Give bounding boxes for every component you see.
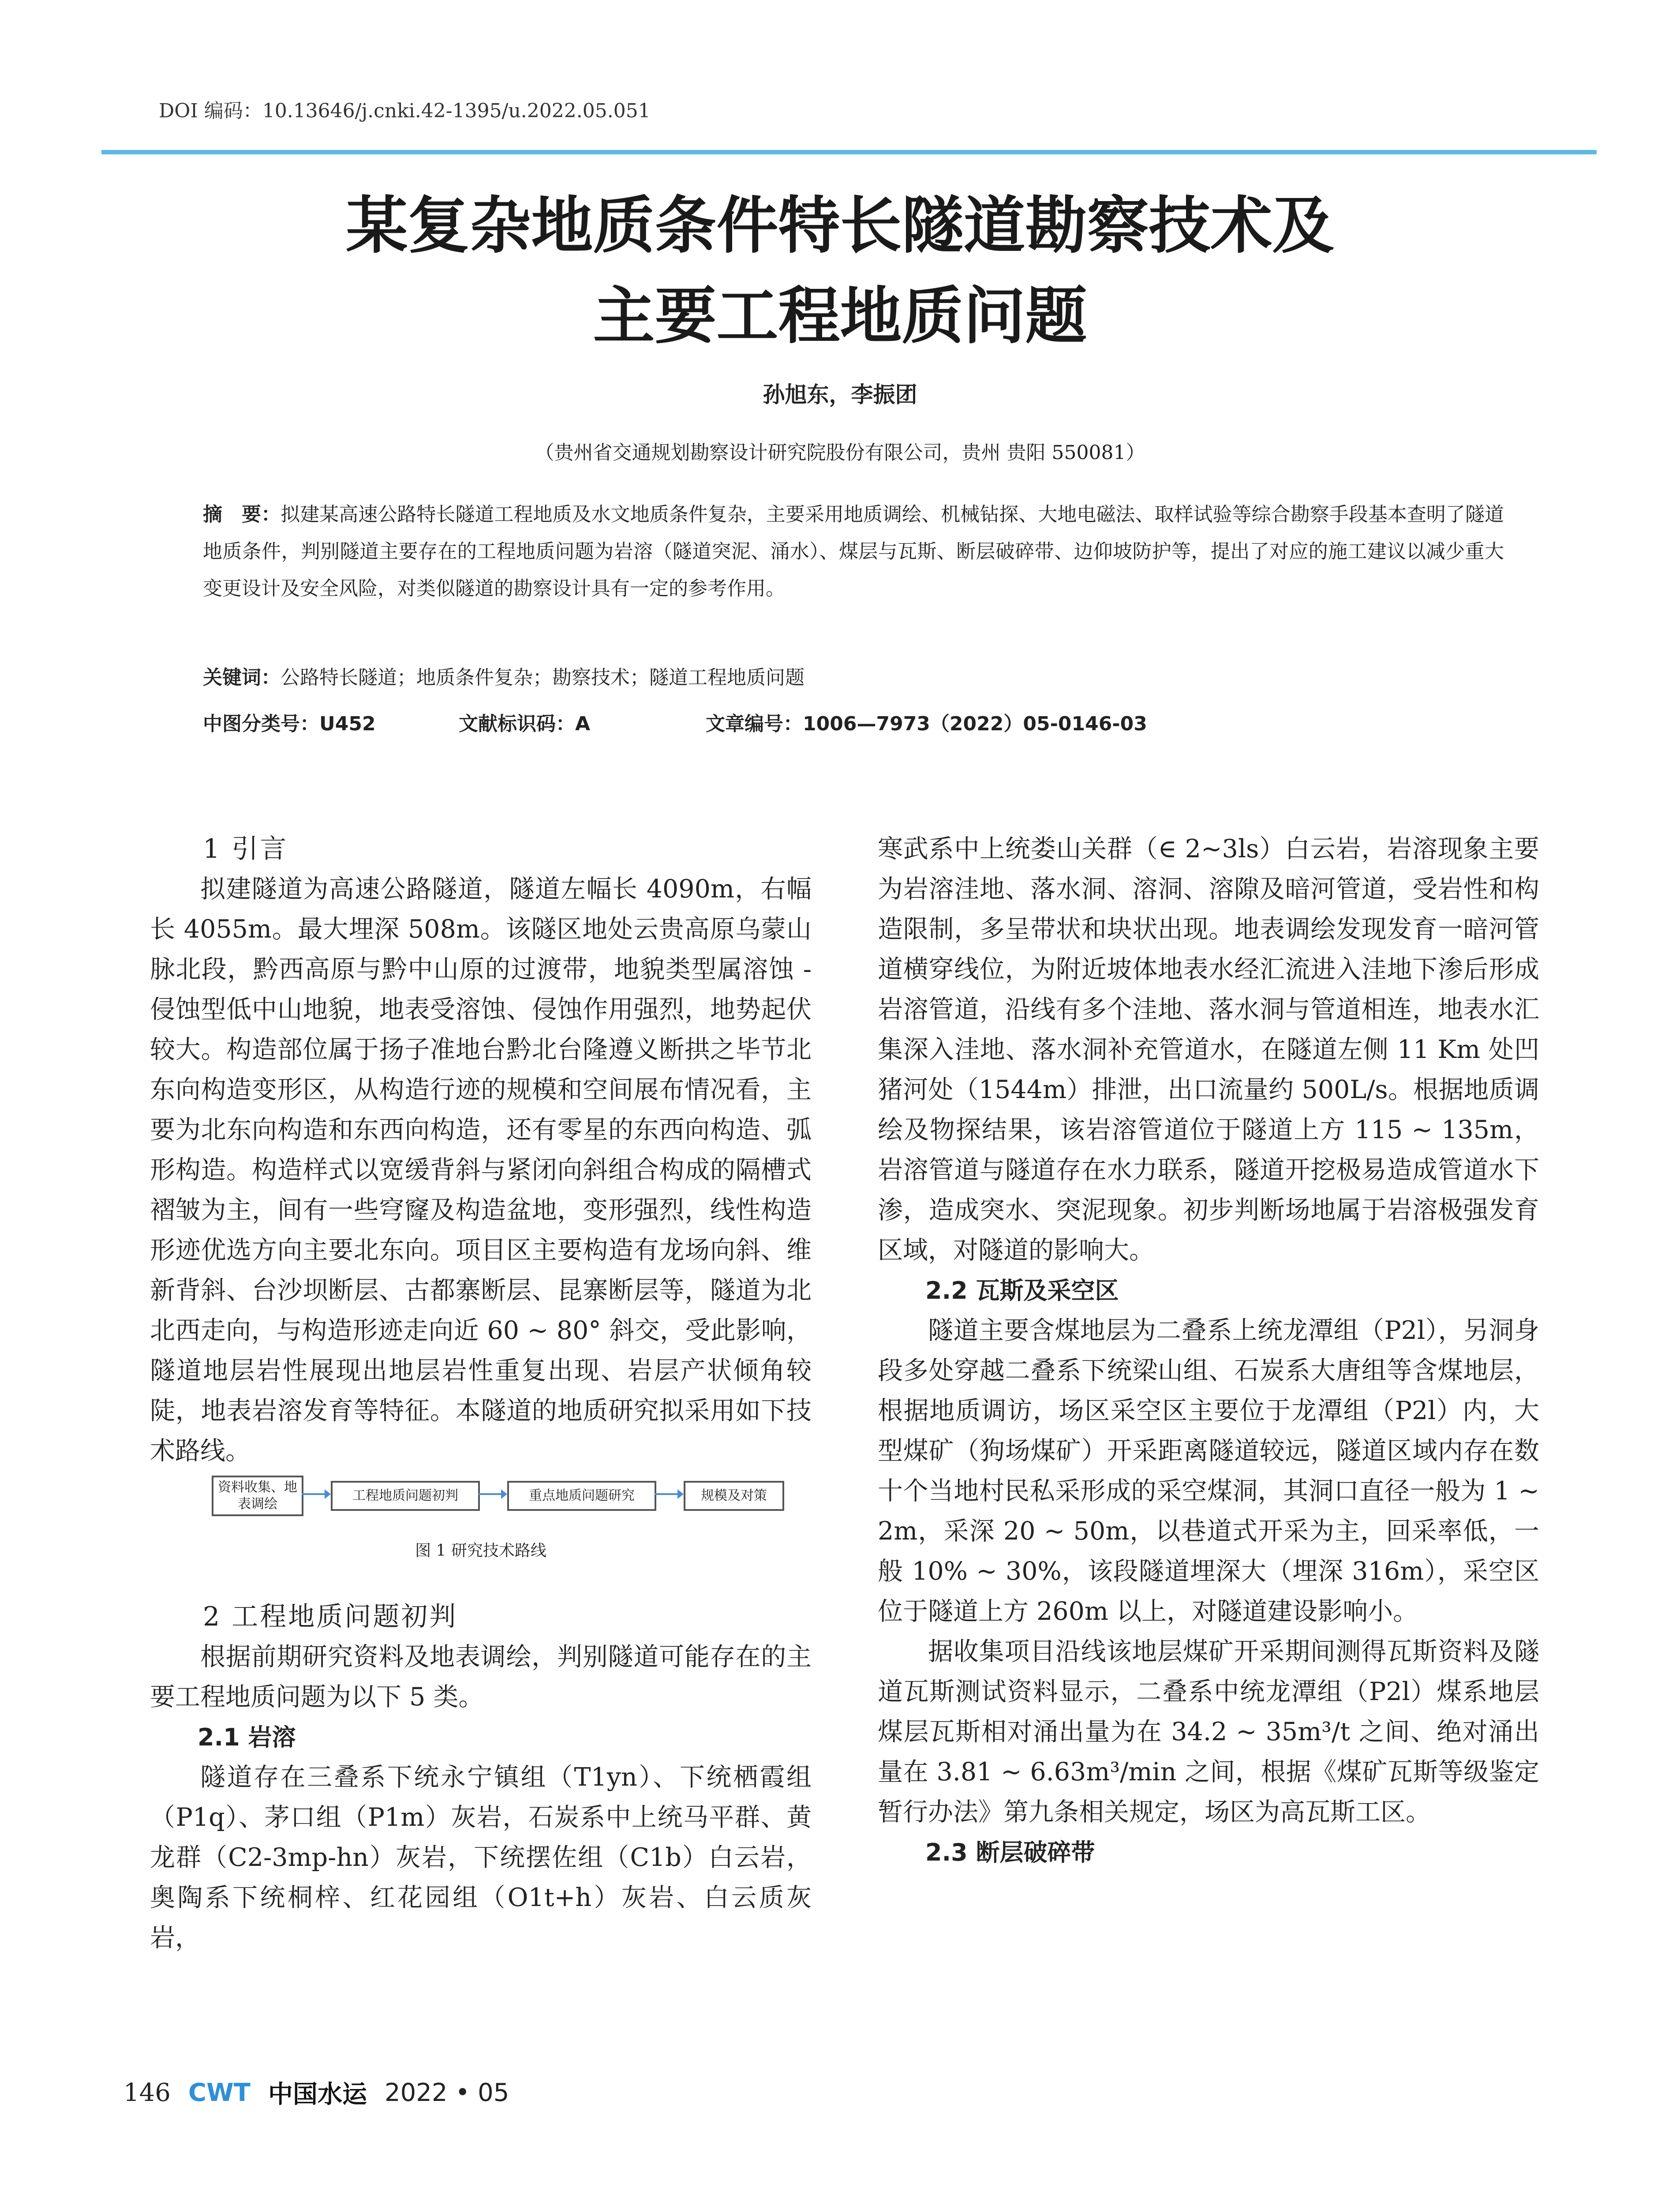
section-1-heading: 1 引言 (203, 833, 288, 864)
keywords-text: 公路特长隧道；地质条件复杂；勘察技术；隧道工程地质问题 (281, 666, 804, 689)
flow-arrow-1 (302, 1493, 327, 1495)
section-2-paragraph: 根据前期研究资料及地表调绘，判别隧道可能存在的主要工程地质问题为以下 5 类。 (150, 1642, 812, 1712)
section-2-heading: 2 工程地质问题初判 (203, 1601, 458, 1632)
section-1-paragraph: 拟建隧道为高速公路隧道，隧道左幅长 4090m，右幅长 4055m。最大埋深 508m。该隧区地处云贵高原乌蒙山脉北段，黔西高原与黔中山原的过渡带，地貌类型属溶蚀 - 侵蚀型低中山地貌，地表受溶蚀、侵蚀作用强烈，地势起伏较大。构造部位属于扬子准地台黔北台隆遵义断拱之毕节北东向构造变形区，从构造行迹的规模和空间展布情况看，主要为北东向构造和东西向构造，还有零星的东西向构造、弧形构造。构造样式以宽缓背斜与紧闭向斜组合构成的隔槽式褶皱为主，间有一些穹窿及构造盆地，变形强烈，线性构造形迹优选方向主要北东向。项目区主要构造有龙场向斜、维新背斜、台沙坝断层、古都寨断层、昆寨断层等，隧道为北北西走向，与构造形迹走向近 60 ~ 80° 斜交，受此影响，隧道地层岩性展现出地层岩性重复出现、岩层产状倾角较陡，地表岩溶发育等特征。本隧道的地质研究拟采用如下技术路线。 (150, 875, 812, 1465)
abstract-block (203, 496, 1504, 607)
page-number: 146 (123, 2078, 171, 2107)
paper-title (0, 181, 1680, 362)
article-number: 文章编号：1006—7973（2022）05-0146-03 (706, 713, 1147, 735)
document-code: 文献标识码：A (459, 713, 591, 735)
flow-arrow-3 (655, 1493, 680, 1495)
keywords-block (203, 659, 1504, 696)
figure-1-caption: 图 1 研究技术路线 (415, 1542, 546, 1560)
section-2-2-heading: 2.2 瓦斯及采空区 (925, 1277, 1119, 1304)
section-2-1-paragraph-cont: 寒武系中上统娄山关群（∈ 2~3ls）白云岩，岩溶现象主要为岩溶洼地、落水洞、溶洞、溶隙及暗河管道，受岩性和构造限制，多呈带状和块状出现。地表调绘发现发育一暗河管道横穿线位，为附近坡体地表水经汇流进入洼地下渗后形成岩溶管道，沿线有多个洼地、落水洞与管道相连，地表水汇集深入洼地、落水洞补充管道水，在隧道左侧 11 Km 处凹猪河处（1544m）排泄，出口流量约 500L/s。根据地质调绘及物探结果，该岩溶管道位于隧道上方 115 ~ 135m，岩溶管道与隧道存在水力联系，隧道开挖极易造成管道水下渗，造成突水、突泥现象。初步判断场地属于岩溶极强发育区域，对隧道的影响大。 (878, 834, 1539, 1265)
flow-box-key-problems: 重点地质问题研究 (507, 1481, 656, 1511)
affiliation: （贵州省交通规划勘察设计研究院股份有限公司，贵州 贵阳 550081） (535, 441, 1145, 464)
section-2-1-paragraph-start: 隧道存在三叠系下统永宁镇组（T1yn）、下统栖霞组（P1q）、茅口组（P1m）灰岩，石炭系中上统马平群、黄龙群（C2-3mp-hn）灰岩，下统摆佐组（C1b）白云岩，奥陶系下统桐梓、红花园组（O1t+h）灰岩、白云质灰岩， (150, 1763, 812, 1952)
cwt-logo: CWT (188, 2078, 251, 2107)
page-footer (123, 2075, 509, 2110)
title-line-2: 主要工程地质问题 (593, 280, 1087, 352)
right-column (878, 829, 1539, 1872)
left-column (150, 829, 812, 1958)
classification-line (203, 706, 1504, 743)
clc-number: 中图分类号：U452 (203, 713, 376, 735)
flow-box-scale-measures: 规模及对策 (684, 1481, 784, 1511)
journal-name: 中国水运 (268, 2080, 367, 2109)
title-line-1: 某复杂地质条件特长隧道勘察技术及 (346, 190, 1334, 262)
section-2-2-paragraph-2: 据收集项目沿线该地层煤矿开采期间测得瓦斯资料及隧道瓦斯测试资料显示，二叠系中统龙潭组（P2l）煤系地层煤层瓦斯相对涌出量为在 34.2 ~ 35m³/t 之间、绝对涌出量在 3.81 ~ 6.63m³/min 之间，根据《煤矿瓦斯等级鉴定暂行办法》第九条相关规定，场区为高瓦斯工区。 (878, 1637, 1539, 1827)
keywords-label: 关键词： (203, 666, 281, 689)
authors: 孙旭东，李振团 (763, 382, 917, 407)
header-rule (101, 150, 1597, 154)
abstract-text: 拟建某高速公路特长隧道工程地质及水文地质条件复杂，主要采用地质调绘、机械钻探、大地电磁法、取样试验等综合勘察手段基本查明了隧道地质条件，判别隧道主要存在的工程地质问题为岩溶（隧道突泥、涌水）、煤层与瓦斯、断层破碎带、边仰坡防护等，提出了对应的施工建议以减少重大变更设计及安全风险，对类似隧道的勘察设计具有一定的参考作用。 (203, 503, 1504, 600)
section-2-3-heading: 2.3 断层破碎带 (925, 1839, 1095, 1866)
doi-line: DOI 编码：10.13646/j.cnki.42-1395/u.2022.05.051 (159, 100, 651, 122)
section-2-1-heading: 2.1 岩溶 (198, 1723, 296, 1751)
figure-1 (150, 1471, 812, 1562)
flow-arrow-2 (478, 1493, 504, 1495)
flow-box-data-collection: 资料收集、地表调绘 (212, 1476, 303, 1516)
issue-label: 2022 • 05 (384, 2078, 509, 2107)
flow-box-preliminary: 工程地质问题初判 (331, 1481, 480, 1511)
abstract-label: 摘 要： (203, 503, 281, 526)
section-2-2-paragraph-1: 隧道主要含煤地层为二叠系上统龙潭组（P2l），另洞身段多处穿越二叠系下统梁山组、石炭系大唐组等含煤地层，根据地质调访，场区采空区主要位于龙潭组（P2l）内，大型煤矿（狗场煤矿）开采距离隧道较远，隧道区域内存在数十个当地村民私采形成的采空煤洞，其洞口直径一般为 1 ~ 2m，采深 20 ~ 50m，以巷道式开采为主，回采率低，一般 10% ~ 30%，该段隧道埋深大（埋深 316m），采空区位于隧道上方 260m 以上，对隧道建设影响小。 (878, 1316, 1539, 1626)
